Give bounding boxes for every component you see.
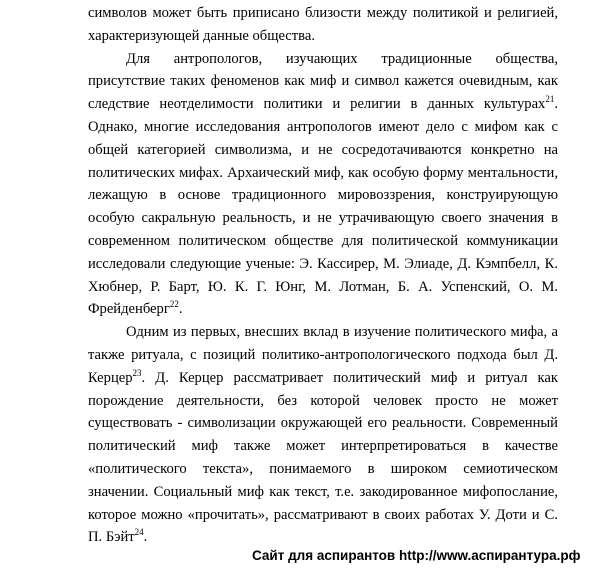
paragraph-text: . bbox=[143, 529, 148, 546]
paragraph-text: . Однако, многие исследования антропологов имеют дело с мифом как с общей категорией символизма, и не сосредотачиваются конкретно на политических мифах. Архаический миф, как особую форму ментальности, лежащую в основе традиционного мировоззрения, конструирующую особую сакральную реальность, и не утрачивающую своего значения в современном политическом обществе для политической коммуникации исследовали следующие ученые: Э. Кассирер, М. Элиаде, Д. Кэмпбелл, К. Хюбнер, Р. Барт, Ю. К. Г. Юнг, М. Лотман, Б. А. Успенский, О. М. Фрейденберг bbox=[88, 96, 558, 318]
site-footer-watermark: Сайт для аспирантов http://www.аспирантура.рф bbox=[252, 548, 581, 563]
paragraph-text: Одним из первых, внесших вклад в изучение политического мифа, а также ритуала, с позиций политико-антропологического подхода был Д. Керцер bbox=[88, 324, 558, 386]
paragraph-2 bbox=[88, 321, 558, 549]
footnote-ref: 22 bbox=[169, 299, 179, 310]
paragraph-text: символов может быть приписано близости между политикой и религией, характеризующей данные общества. bbox=[88, 5, 558, 44]
paragraph-text: . Д. Керцер рассматривает политический миф и ритуал как порождение деятельности, без которой человек просто не может существовать - символизации окружающей его реальности. Современный политический миф также может интерпретироваться в качестве «политического текста», понимаемого в широком семиотическом значении. Социальный миф как текст, т.е. закодированное мифопослание, которое можно «прочитать», рассматривают в своих работах У. Доти и С. П. Бэйт bbox=[88, 369, 558, 546]
footnote-ref: 21 bbox=[545, 94, 555, 105]
paragraph-1 bbox=[88, 48, 558, 322]
paragraph-text: Для антропологов, изучающих традиционные общества, присутствие таких феноменов как миф и символ кажется очевидным, как следствие неотделимости политики и религии в данных культурах bbox=[88, 50, 558, 113]
paragraph-0 bbox=[88, 2, 558, 48]
footnote-ref: 24 bbox=[134, 527, 144, 538]
document-body bbox=[88, 2, 558, 549]
footnote-ref: 23 bbox=[132, 367, 142, 378]
paragraph-text: . bbox=[178, 301, 183, 318]
